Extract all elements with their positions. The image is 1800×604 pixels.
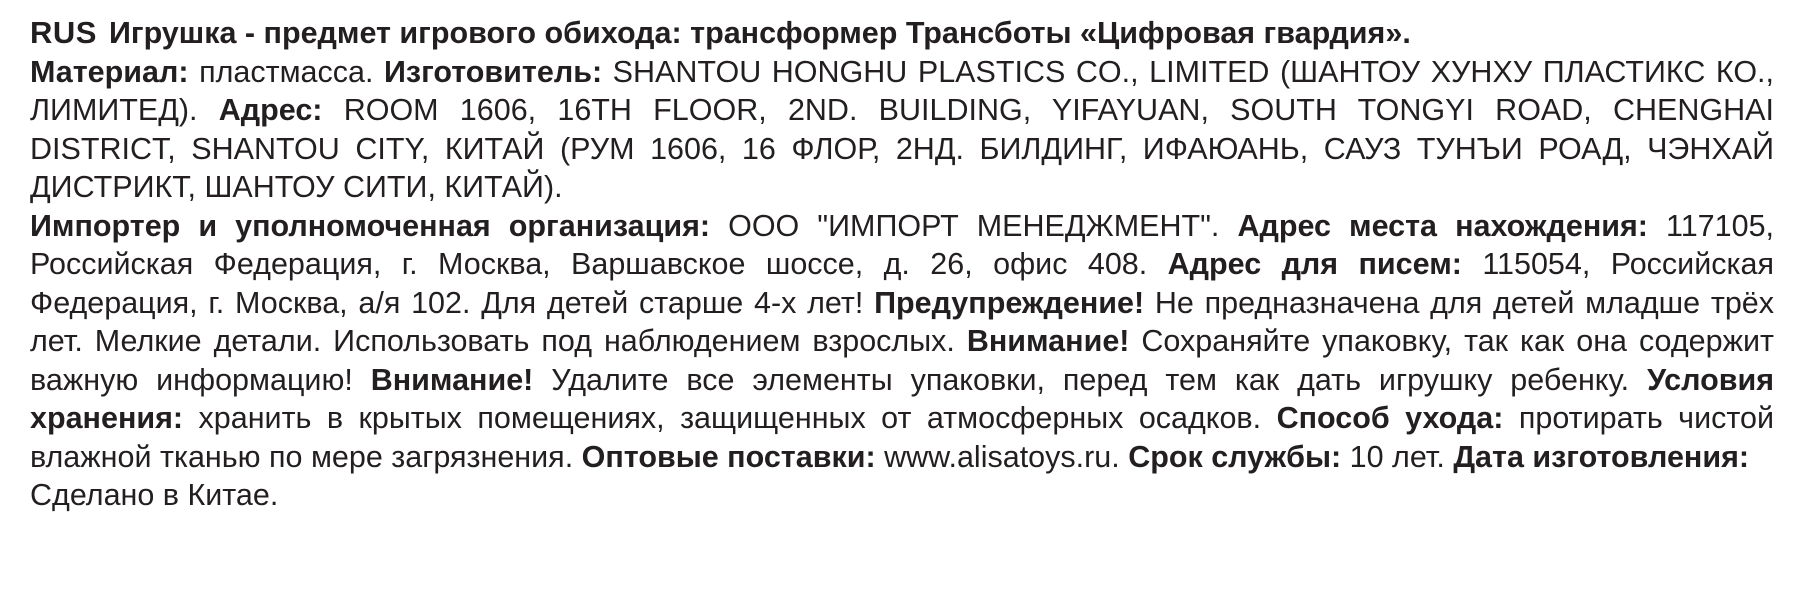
- label-term: Способ ухода:: [1276, 401, 1504, 435]
- label-text: пластмасса.: [188, 54, 384, 89]
- label-term: Внимание!: [370, 362, 534, 397]
- label-term: Изготовитель:: [384, 54, 603, 89]
- label-term: Оптовые поставки:: [581, 439, 876, 474]
- label-term: Срок службы:: [1128, 439, 1342, 474]
- label-term: Материал:: [30, 54, 189, 89]
- label-text: хранить в крытых помещениях, защищенных от атмосферных осадков.: [183, 401, 1277, 435]
- label-text: Не предназначена для детей младше трёх лет. Мелкие детали. Использовать под наблюдением взрослых.: [30, 285, 1774, 358]
- label-term: Внимание!: [966, 324, 1130, 358]
- label-text: Сделано в Китае.: [30, 478, 279, 512]
- label-text: протирать чистой влажной тканью по мере загрязнения.: [30, 401, 1774, 474]
- label-term: Адрес для писем:: [1167, 247, 1462, 281]
- manufacturer-block: [30, 53, 1774, 207]
- label-text: 10 лет.: [1341, 439, 1454, 474]
- label-text: Удалите все элементы упаковки, перед тем как дать игрушку ребенку.: [533, 362, 1648, 397]
- language-tag: RUS: [30, 15, 97, 50]
- label-text: www.alisatoys.ru.: [875, 439, 1129, 474]
- label-text: SHANTOU HONGHU PLASTICS CO., LIMITED (ШАНТОУ ХУНХУ ПЛАСТИКС КО., ЛИМИТЕД).: [30, 54, 1774, 127]
- label-term: Адрес места нахождения:: [1237, 208, 1648, 243]
- label-term: Адрес:: [218, 93, 323, 127]
- label-text: 117105, Российская Федерация, г. Москва, Варшавское шоссе, д. 26, офис 408.: [30, 208, 1774, 281]
- label-text: ООО "ИМПОРТ МЕНЕДЖМЕНТ".: [710, 208, 1238, 243]
- label-text: Сохраняйте упаковку, так как она содержит важную информацию!: [30, 324, 1774, 397]
- label-term: Дата изготовления:: [1453, 439, 1750, 474]
- origin-block: [30, 476, 1774, 515]
- label-text: 115054, Российская Федерация, г. Москва, а/я 102. Для детей старше 4-х лет!: [30, 247, 1774, 320]
- label-term: Импортер и уполномоченная организация:: [30, 208, 711, 243]
- label-term: Предупреждение!: [874, 285, 1145, 320]
- label-term: Условия хранения:: [30, 362, 1774, 435]
- importer-and-warnings-block: [30, 207, 1774, 477]
- title-line: [30, 14, 1774, 53]
- product-title: Игрушка - предмет игрового обихода: трансформер Трансботы «Цифровая гвардия».: [108, 16, 1411, 50]
- label-text: ROOM 1606, 16TH FLOOR, 2ND. BUILDING, YIFAYUAN, SOUTH TONGYI ROAD, CHENGHAI DISTRICT, SHANTOU CITY, КИТАЙ (РУМ 1606, 16 ФЛОР, 2НД. БИЛДИНГ, ИФАЮАНЬ, САУЗ ТУНЪИ РОАД, ЧЭНХАЙ ДИСТРИКТ, ШАНТОУ СИТИ, КИТАЙ).: [30, 93, 1774, 204]
